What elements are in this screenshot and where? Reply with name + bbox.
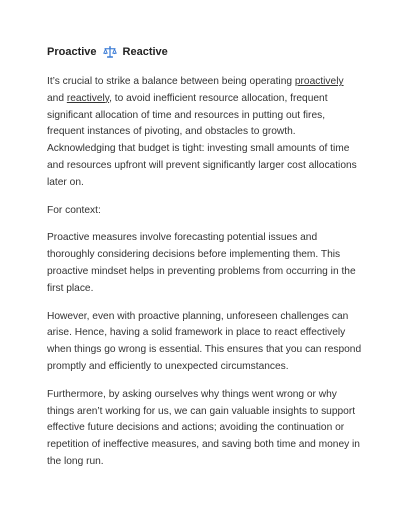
- proactively-link[interactable]: proactively: [294, 76, 344, 87]
- reactively-link[interactable]: reactively: [66, 92, 110, 104]
- balance-scale-icon: [103, 45, 117, 59]
- intro-paragraph: [47, 74, 363, 192]
- document-title: [47, 44, 363, 60]
- for-context-label: For context:: [47, 204, 101, 216]
- intro-text-3: , to avoid inefficient resource allocation, frequent significant allocation of time and resources in putting out fires, frequent instances of pivoting, and obstacles to growth. Acknowledging that budget is tight: investing small amounts of time and resources upfront will prevent significantly larger cost allocations later on.: [47, 92, 357, 188]
- intro-text-1: It’s crucial to strike a balance between being operating: [47, 76, 295, 87]
- title-right: Reactive: [122, 46, 168, 58]
- intro-text-2: and: [47, 92, 67, 104]
- title-left: Proactive: [47, 46, 97, 58]
- paragraph-furthermore: Furthermore, by asking ourselves why things went wrong or why things aren’t working for us, we can gain valuable insights to support effective future decisions and actions; avoiding the continuation or repetition of ineffective measures, and saving both time and money in the long run.: [47, 388, 360, 467]
- paragraph-proactive-measures: Proactive measures involve forecasting potential issues and thoroughly considering decisions before implementing them. This proactive mindset helps in preventing problems from occurring in the first place.: [47, 232, 356, 294]
- document-page: [47, 44, 363, 482]
- paragraph-however: However, even with proactive planning, unforeseen challenges can arise. Hence, having a solid framework in place to react effectively when things go wrong is essential. This ensures that you can respond promptly and efficiently to unexpected circumstances.: [47, 310, 362, 372]
